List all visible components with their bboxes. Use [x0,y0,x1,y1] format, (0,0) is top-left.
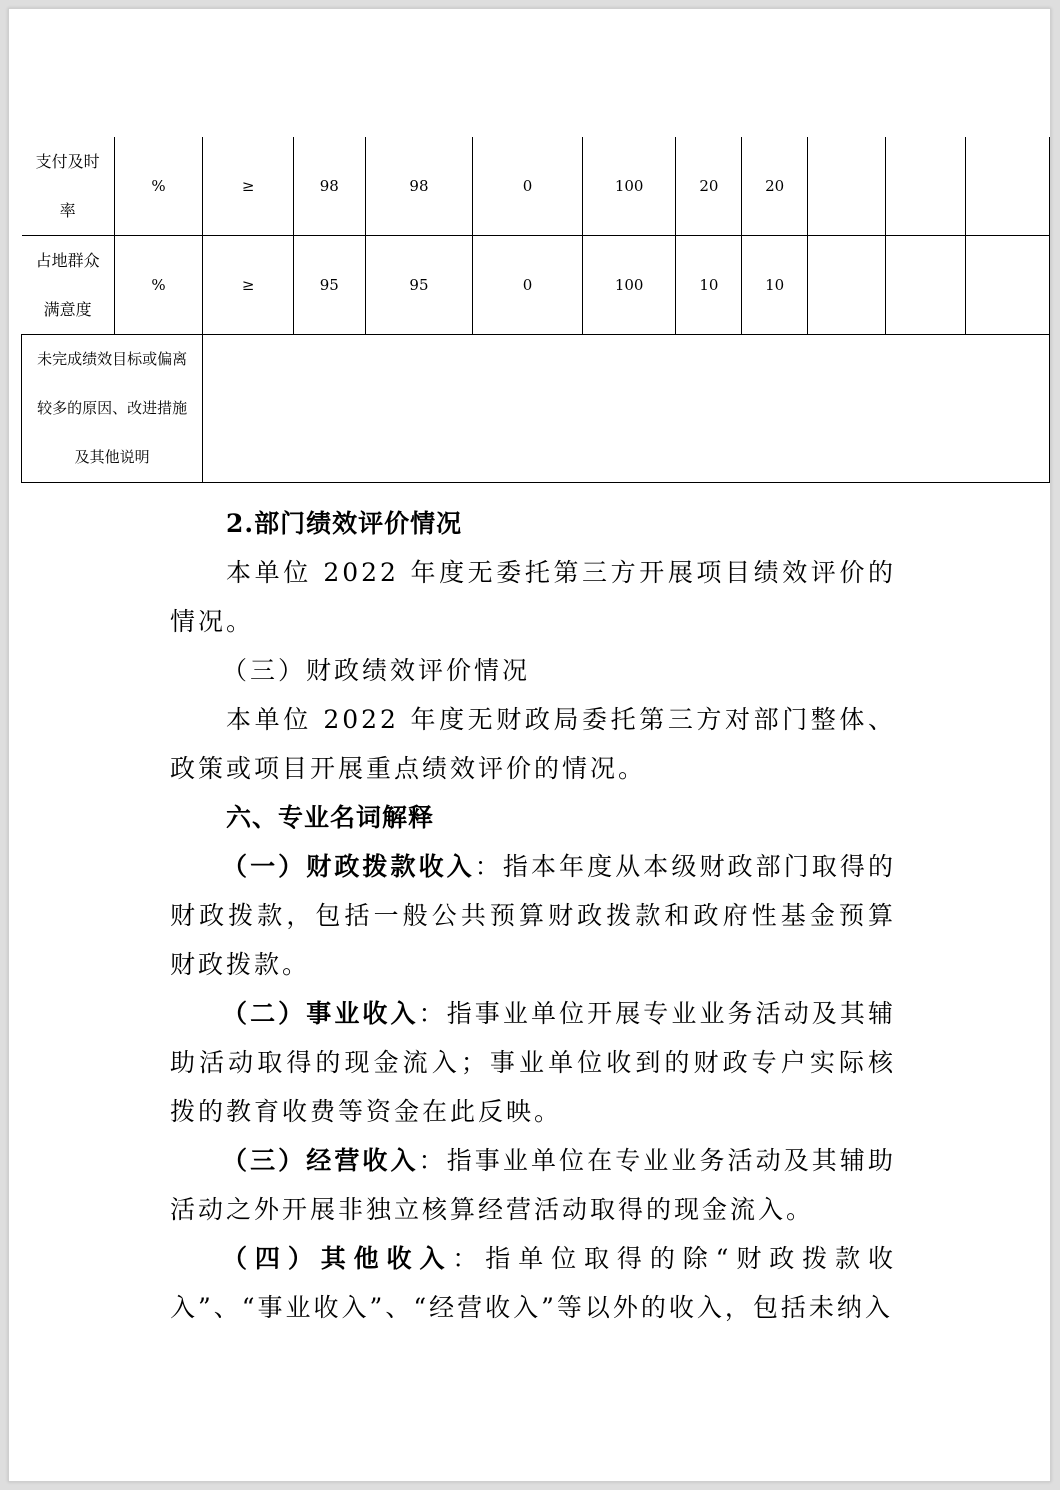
performance-indicator-table [21,137,1050,483]
indicator-name: 占地群众 满意度 [22,236,115,335]
definition-paragraph [170,842,896,989]
actual-value-cell: 98 [365,137,473,236]
term: （三）经营收入 [222,1146,419,1175]
completion-rate-cell: 100 [582,236,676,335]
operator-cell: ≥ [203,236,294,335]
target-value-cell: 98 [293,137,365,236]
term: （一）财政拨款收入 [222,852,475,881]
definition: ：指事业单位开展专业业务活动及其辅助活动取得的现金流入；事业单位收到的财政专户实际核拨的教育收费等资金在此反映。 [170,999,896,1126]
deviation-cell: 0 [473,137,583,236]
note-value [203,335,1050,483]
table-row [22,335,1050,483]
term: （二）事业收入 [222,999,419,1028]
body-text [170,499,896,1332]
empty-cell [966,236,1050,335]
weight-cell: 20 [676,137,742,236]
term: （四）其他收入 [222,1244,453,1273]
score-cell: 10 [742,236,808,335]
section-heading: 2.部门绩效评价情况 [226,509,463,538]
unit-cell: % [114,137,203,236]
definition: ：指本年度从本级财政部门取得的财政拨款，包括一般公共预算财政拨款和政府性基金预算财政拨款。 [170,852,896,979]
section-heading: （三）财政绩效评价情况 [222,656,531,685]
table-row [22,137,1050,236]
empty-cell [966,137,1050,236]
unit-cell: % [114,236,203,335]
table-row [22,236,1050,335]
target-value-cell: 95 [293,236,365,335]
operator-cell: ≥ [203,137,294,236]
score-cell: 20 [742,137,808,236]
note-label: 未完成绩效目标或偏离 较多的原因、改进措施 及其他说明 [22,335,203,483]
empty-cell [808,236,886,335]
definition: ：指事业单位在专业业务活动及其辅助活动之外开展非独立核算经营活动取得的现金流入。 [170,1146,896,1224]
empty-cell [885,236,966,335]
definition-paragraph [170,989,896,1136]
completion-rate-cell: 100 [582,137,676,236]
definition-paragraph [170,1234,896,1332]
empty-cell [885,137,966,236]
document-page [8,8,1051,1482]
indicator-name: 支付及时 率 [22,137,115,236]
deviation-cell: 0 [473,236,583,335]
definition: ：指单位取得的除“财政拨款收入”、“事业收入”、“经营收入”等以外的收入，包括未纳入 [170,1244,896,1322]
definition-paragraph [170,1136,896,1234]
empty-cell [808,137,886,236]
weight-cell: 10 [676,236,742,335]
section-heading: 六、专业名词解释 [226,803,435,832]
paragraph: 本单位 2022 年度无委托第三方开展项目绩效评价的情况。 [170,558,896,636]
actual-value-cell: 95 [365,236,473,335]
paragraph: 本单位 2022 年度无财政局委托第三方对部门整体、政策或项目开展重点绩效评价的情况。 [170,705,896,783]
